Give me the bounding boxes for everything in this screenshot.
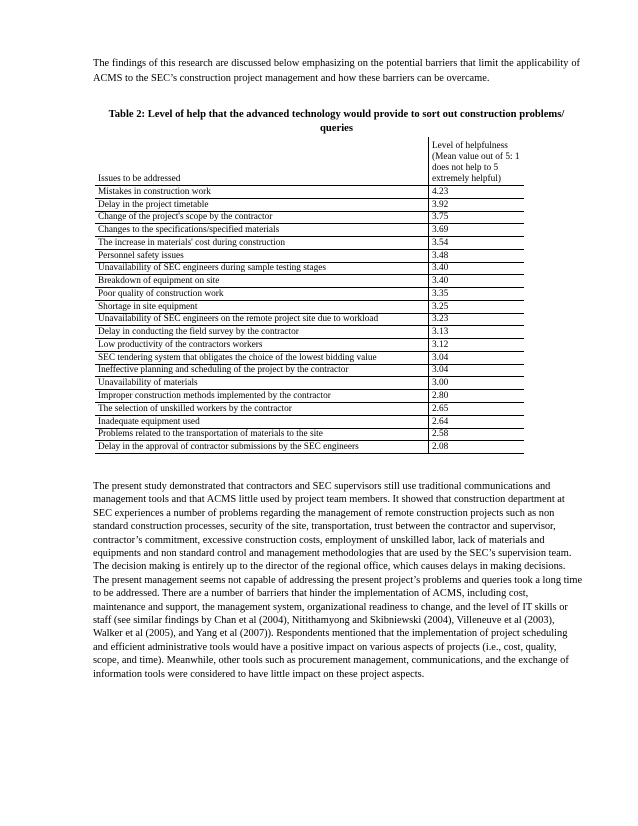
value-cell: 3.25 xyxy=(429,300,525,313)
table-row xyxy=(95,377,524,390)
issue-cell: Delay in the approval of contractor submissions by the SEC engineers xyxy=(95,441,429,454)
table-row xyxy=(95,211,524,224)
value-cell: 3.35 xyxy=(429,288,525,301)
value-cell: 3.54 xyxy=(429,237,525,250)
issue-cell: Low productivity of the contractors workers xyxy=(95,339,429,352)
value-cell: 3.04 xyxy=(429,351,525,364)
issue-cell: Changes to the specifications/specified materials xyxy=(95,224,429,237)
table-row xyxy=(95,441,524,454)
issue-cell: Poor quality of construction work xyxy=(95,288,429,301)
table-row xyxy=(95,326,524,339)
issue-cell: Improper construction methods implemented by the contractor xyxy=(95,390,429,403)
table-row xyxy=(95,262,524,275)
value-cell: 3.40 xyxy=(429,275,525,288)
header-level: Level of helpfulness (Mean value out of 5: 1 does not help to 5 extremely helpful) xyxy=(429,137,525,186)
value-cell: 3.04 xyxy=(429,364,525,377)
issue-cell: The increase in materials' cost during construction xyxy=(95,237,429,250)
header-issue: Issues to be addressed xyxy=(95,137,429,186)
issue-cell: Ineffective planning and scheduling of the project by the contractor xyxy=(95,364,429,377)
table-row xyxy=(95,403,524,416)
table-row xyxy=(95,415,524,428)
table-row xyxy=(95,198,524,211)
helpfulness-table xyxy=(95,137,524,454)
value-cell: 2.58 xyxy=(429,428,525,441)
issue-cell: Change of the project's scope by the contractor xyxy=(95,211,429,224)
issue-cell: SEC tendering system that obligates the choice of the lowest bidding value xyxy=(95,351,429,364)
table-row xyxy=(95,224,524,237)
issue-cell: Problems related to the transportation of materials to the site xyxy=(95,428,429,441)
table-row xyxy=(95,390,524,403)
value-cell: 2.65 xyxy=(429,403,525,416)
table-row xyxy=(95,313,524,326)
issue-cell: The selection of unskilled workers by the contractor xyxy=(95,403,429,416)
value-cell: 2.08 xyxy=(429,441,525,454)
table-row xyxy=(95,428,524,441)
table-row xyxy=(95,351,524,364)
issue-cell: Breakdown of equipment on site xyxy=(95,275,429,288)
value-cell: 2.64 xyxy=(429,415,525,428)
intro-paragraph: The findings of this research are discussed below emphasizing on the potential barriers that limit the applicability of ACMS to the SEC’s construction project management and how these barriers can be overcame. xyxy=(93,58,580,84)
table-row xyxy=(95,237,524,250)
value-cell: 3.75 xyxy=(429,211,525,224)
value-cell: 4.23 xyxy=(429,186,525,199)
body-paragraph: The present study demonstrated that contractors and SEC supervisors still use traditional communications and management tools and that ACMS little used by project team members. It showed that construction department at SEC experiences a number of problems regarding the management of remote construction projects such as non standard construction processes, security of the site, transportation, trust between the contractor and supervisor, contractor’s commitment, excessive construction costs, employment of unskilled labor, lack of materials and equipments and non standard control and management methodologies that are used by the SEC’s supervision team. The decision making is entirely up to the director of the regional office, which causes delays in making decisions. The present management seems not capable of addressing the present project’s problems and queries took a long time to be addressed. There are a number of barriers that hinder the implementation of ACMS, including cost, maintenance and support, the management system, organizational readiness to change, and the level of IT skills or staff (see similar findings by Chan et al (2004), Nitithamyong and Skibniewski (2004), Villeneuve et al (2003), Walker et al (2005), and Yang et al (2007)). Respondents mentioned that the implementation of project scheduling and efficient administrative tools would have a positive impact on various aspects of projects (i.e., cost, quality, scope, and time). Meanwhile, other tools such as procurement management, communications, and the exchange of information tools were considered to have little impact on these project aspects. xyxy=(93,481,583,680)
table-row xyxy=(95,249,524,262)
issue-cell: Shortage in site equipment xyxy=(95,300,429,313)
table-row xyxy=(95,300,524,313)
value-cell: 3.00 xyxy=(429,377,525,390)
issue-cell: Mistakes in construction work xyxy=(95,186,429,199)
issue-cell: Unavailability of materials xyxy=(95,377,429,390)
issue-cell: Personnel safety issues xyxy=(95,249,429,262)
value-cell: 3.92 xyxy=(429,198,525,211)
value-cell: 3.23 xyxy=(429,313,525,326)
issue-cell: Unavailability of SEC engineers on the remote project site due to workload xyxy=(95,313,429,326)
value-cell: 2.80 xyxy=(429,390,525,403)
issue-cell: Inadequate equipment used xyxy=(95,415,429,428)
issue-cell: Delay in the project timetable xyxy=(95,198,429,211)
table-header-row xyxy=(95,137,524,186)
table-row xyxy=(95,186,524,199)
value-cell: 3.69 xyxy=(429,224,525,237)
value-cell: 3.12 xyxy=(429,339,525,352)
issue-cell: Delay in conducting the field survey by the contractor xyxy=(95,326,429,339)
table-row xyxy=(95,339,524,352)
table-row xyxy=(95,275,524,288)
value-cell: 3.48 xyxy=(429,249,525,262)
table-caption: Table 2: Level of help that the advanced technology would provide to sort out construction problems/ queries xyxy=(108,109,565,134)
value-cell: 3.13 xyxy=(429,326,525,339)
table-row xyxy=(95,364,524,377)
issue-cell: Unavailability of SEC engineers during sample testing stages xyxy=(95,262,429,275)
value-cell: 3.40 xyxy=(429,262,525,275)
table-row xyxy=(95,288,524,301)
